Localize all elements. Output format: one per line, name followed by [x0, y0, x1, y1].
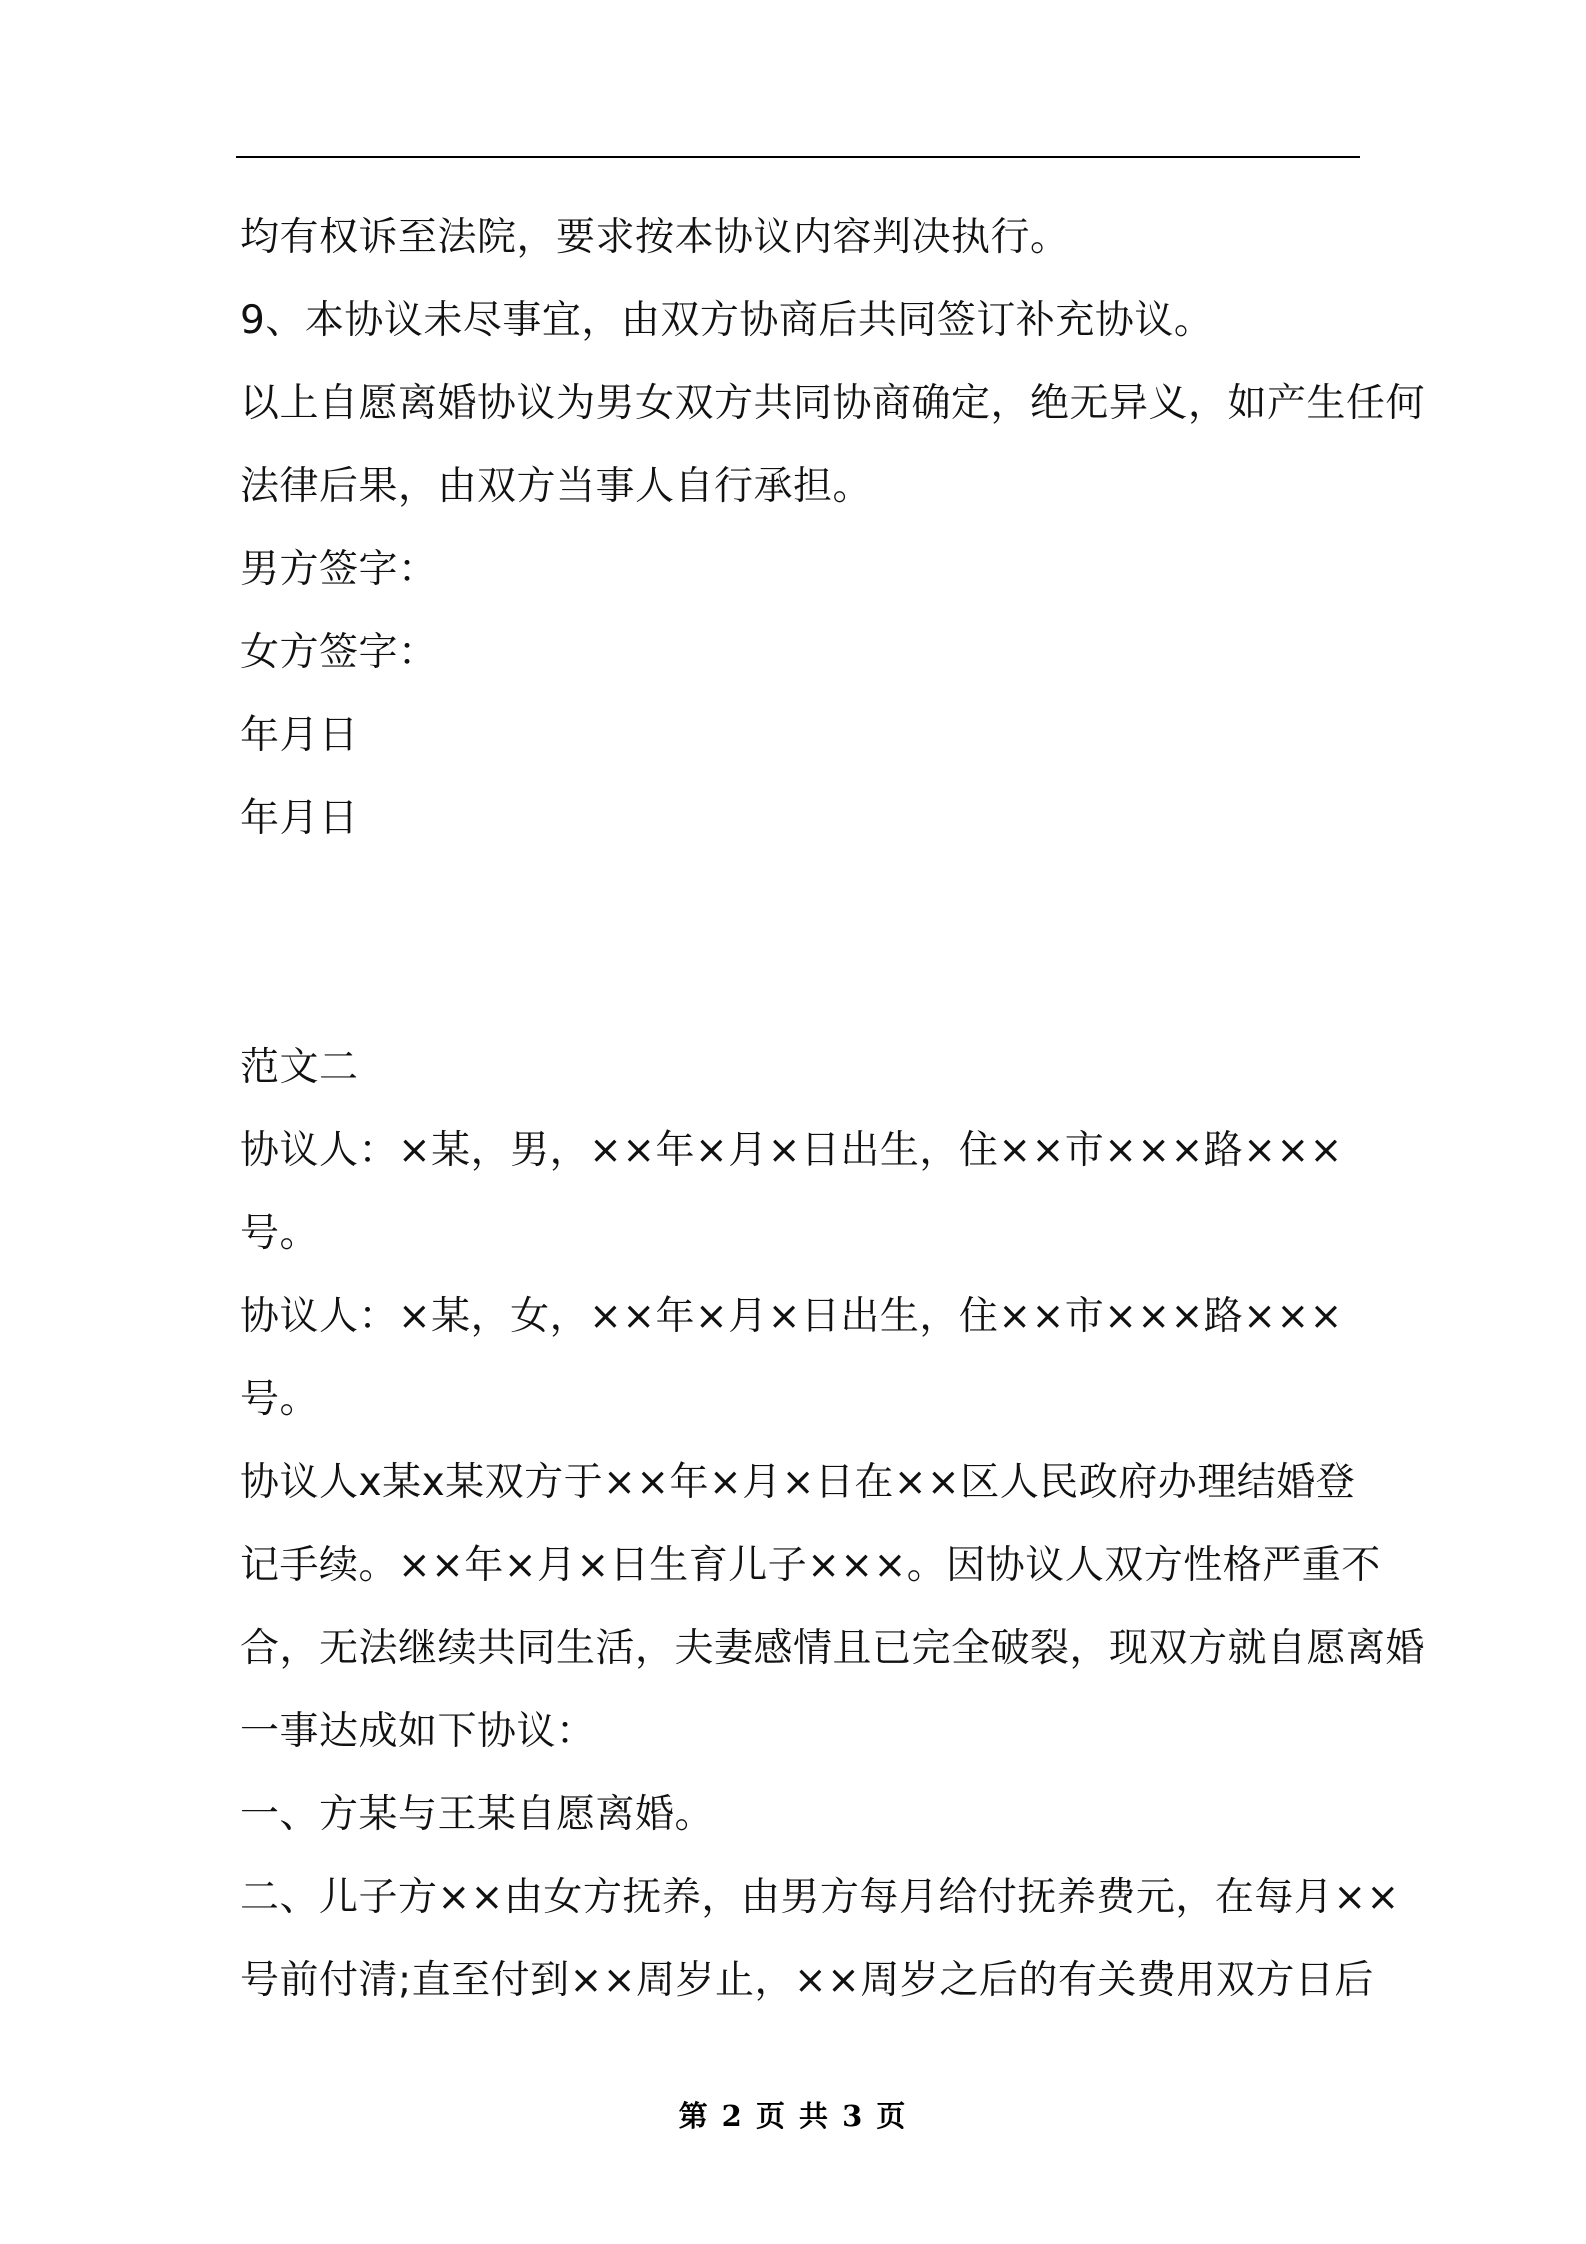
text-line: 法律后果，由双方当事人自行承担。 [240, 464, 873, 509]
text-line: 合，无法继续共同生活，夫妻感情且已完全破裂，现双方就自愿离婚 [240, 1626, 1426, 1671]
text-line: 号前付清;直至付到××周岁止，××周岁之后的有关费用双方日后 [240, 1958, 1374, 2003]
text-line: 协议人：×某，男，××年×月×日出生，住××市×××路××× [240, 1128, 1343, 1173]
blank-line [240, 943, 1360, 1026]
text-line: 号。 [240, 1377, 320, 1422]
text-line: 一事达成如下协议： [240, 1709, 596, 1754]
text-line: 均有权诉至法院，要求按本协议内容判决执行。 [240, 215, 1070, 260]
female-signature-label: 女方签字： [240, 630, 438, 675]
text-line: 协议人：×某，女，××年×月×日出生，住××市×××路××× [240, 1294, 1343, 1339]
date-line: 年月日 [240, 713, 359, 758]
document-body [240, 196, 1426, 2022]
section-title: 范文二 [240, 1045, 359, 1090]
text-line: 一、方某与王某自愿离婚。 [240, 1792, 715, 1837]
text-line: 9、本协议未尽事宜，由双方协商后共同签订补充协议。 [240, 298, 1214, 343]
header-rule [236, 156, 1360, 158]
text-line: 协议人x某x某双方于××年×月×日在××区人民政府办理结婚登 [240, 1460, 1356, 1505]
text-line: 以上自愿离婚协议为男女双方共同协商确定，绝无异义，如产生任何 [240, 381, 1426, 426]
page-number-footer: 第 2 页 共 3 页 [678, 2099, 908, 2133]
text-line: 号。 [240, 1211, 320, 1256]
date-line: 年月日 [240, 796, 359, 841]
text-line: 二、儿子方××由女方抚养，由男方每月给付抚养费元，在每月×× [240, 1875, 1400, 1920]
text-line: 记手续。××年×月×日生育儿子×××。因协议人双方性格严重不 [240, 1543, 1381, 1588]
male-signature-label: 男方签字： [240, 547, 438, 592]
blank-line [240, 860, 1360, 943]
